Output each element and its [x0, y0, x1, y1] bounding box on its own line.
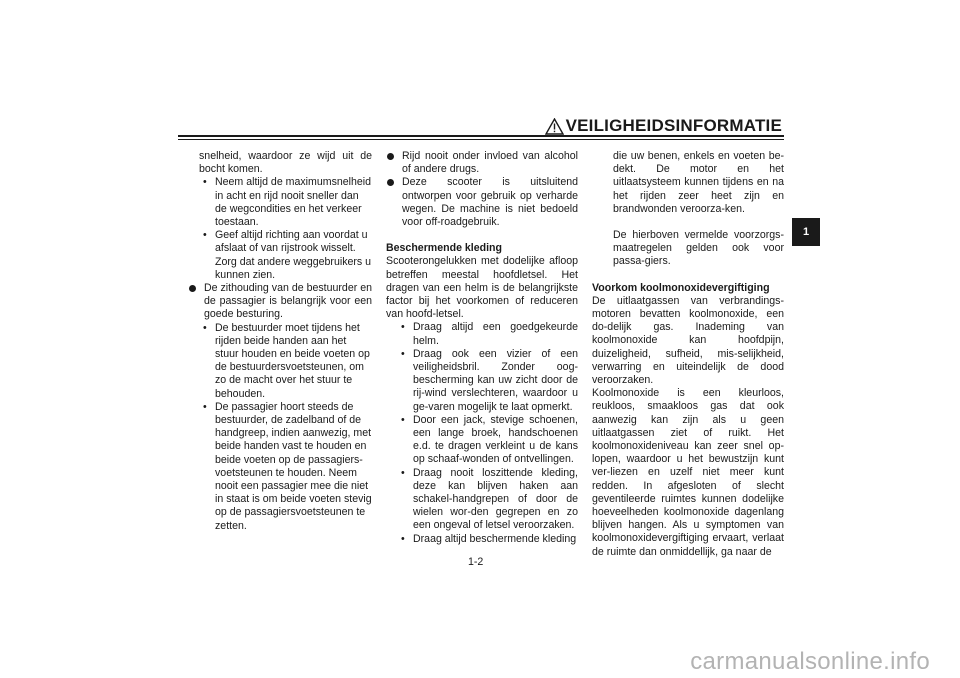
list-item: • De bestuurder moet tijdens het rijden beide handen aan het stuur houden en beide voeten op de bestuurdersvoetsteunen, om zo de macht over het stuur te behouden. — [188, 322, 372, 401]
header-rule-thin — [178, 139, 784, 140]
paragraph: snelheid, waardoor ze wijd uit de bocht komen. — [199, 150, 372, 176]
paragraph: De hierboven vermelde voorzorgs-maatregelen gelden ook voor passa-giers. — [613, 229, 784, 268]
header-rule — [178, 135, 784, 137]
list-item: • Door een jack, stevige schoenen, een lange broek, handschoenen e.d. te dragen verkleint u de kans op schaaf-wonden of ontvellingen. — [386, 414, 578, 467]
spacer — [386, 229, 578, 242]
section-heading: Voorkom koolmonoxidevergiftiging — [592, 281, 770, 294]
chapter-tab-label: 1 — [802, 226, 810, 238]
list-item: • De passagier hoort steeds de bestuurder, de zadelband of de handgreep, indien aanwezig, met beide handen vast te houden en beide voeten op de passagiers-voetsteunen te houden. Neem nooit een passagier mee die niet in staat is om beide voeten stevig op de passagiersvoetsteunen te zetten. — [188, 401, 372, 533]
section-title — [545, 116, 782, 136]
spacer — [592, 269, 784, 282]
column-3 — [592, 150, 784, 559]
paragraph: Koolmonoxide is een kleurloos, reukloos, smaakloos gas dat ook aanwezig kan zijn als u geen uitlaatgassen ziet of ruikt. Het koolmonoxideniveau kan zeer snel op-lopen, waardoor u het bewustzijn kunt ver-liezen en uzelf niet meer kunt redden. In afgesloten of slecht geventileerde ruimtes kunnen dodelijke hoeveelheden koolmonoxide dagenlang blijven hangen. Als u symptomen van koolmonoxidevergiftiging ervaart, verlaat de ruimte dan onmiddellijk, ga naar de — [592, 387, 784, 558]
paragraph: Scooterongelukken met dodelijke afloop betreffen meestal hoofdletsel. Het dragen van een helm is de belangrijkste factor bij het voorkomen of reduceren van hoofd-letsel. — [386, 255, 578, 321]
warning-triangle-icon — [545, 118, 564, 135]
spacer — [592, 216, 784, 229]
list-item: • Draag altijd een goedgekeurde helm. — [386, 321, 578, 347]
column-2 — [386, 150, 578, 546]
list-item: Deze scooter is uitsluitend ontworpen voor gebruik op verharde wegen. De machine is niet bedoeld voor off-roadgebruik. — [386, 176, 578, 229]
list-item: • Draag ook een vizier of een veiligheidsbril. Zonder oog-bescherming kan uw zicht door de rij-wind verslechteren, waardoor u ge-varen mogelijk te laat opmerkt. — [386, 348, 578, 414]
paragraph: De uitlaatgassen van verbrandings-motoren bevatten koolmonoxide, een do-delijk gas. Inademing van koolmonoxide kan hoofdpijn, duizeligheid, sufheid, mis-selijkheid, verwarring en uiteindelijk de dood veroorzaken. — [592, 294, 784, 387]
paragraph: die uw benen, enkels en voeten be-dekt. De motor en het uitlaatsysteem kunnen tijdens en na het rijden zeer heet zijn en brandwonden veroorza-ken. — [613, 150, 784, 215]
list-item: • Geef altijd richting aan voordat u afslaat of van rijstrook wisselt. Zorg dat andere weggebruikers u kunnen zien. — [188, 229, 372, 282]
column-1 — [188, 150, 372, 533]
list-item: • Draag altijd beschermende kleding — [386, 533, 578, 546]
list-item: • Neem altijd de maximumsnelheid in acht en rijd nooit sneller dan de wegcondities en het verkeer toestaan. — [188, 176, 372, 229]
list-item: De zithouding van de bestuurder en de passagier is belangrijk voor een goede besturing. — [188, 282, 372, 322]
watermark-text: carmanualsonline.info — [690, 648, 930, 675]
list-item: Rijd nooit onder invloed van alcohol of andere drugs. — [386, 150, 578, 176]
list-item: • Draag nooit loszittende kleding, deze kan blijven haken aan schakel-handgrepen of door de wielen wor-den gegrepen en zo een ongeval of letsel veroorzaken. — [386, 467, 578, 533]
chapter-tab — [792, 218, 820, 246]
page-number: 1-2 — [468, 556, 484, 568]
section-heading: Beschermende kleding — [386, 242, 502, 255]
section-title-text: VEILIGHEIDSINFORMATIE — [565, 116, 782, 135]
